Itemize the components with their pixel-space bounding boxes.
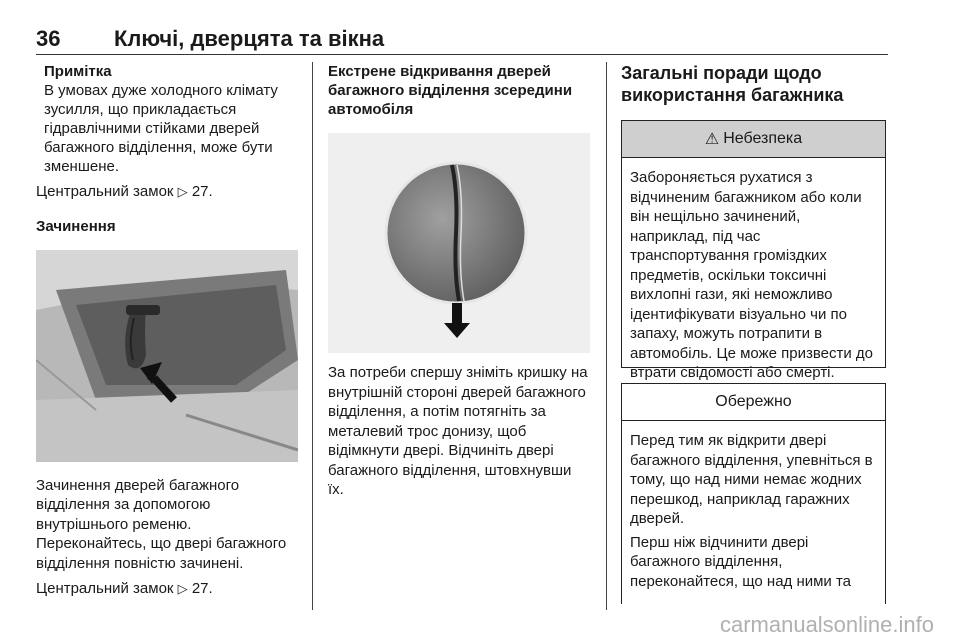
caution-box-body <box>622 421 885 603</box>
ref-arrow-icon: ▷ <box>177 185 188 200</box>
emergency-text: За потреби спершу зніміть кришку на внутрішній стороні дверей багажного відділення, а потім потягніть за металевий трос донизу, щоб відімкнути двері. Відчиніть двері багажного відділення, штовхнувши їх. <box>328 364 588 498</box>
danger-box-header <box>622 121 885 158</box>
column-1 <box>36 62 298 600</box>
watermark: carmanualsonline.info <box>719 612 934 637</box>
warning-triangle-icon: ⚠ <box>704 131 720 148</box>
column-divider <box>606 62 607 610</box>
danger-label: Небезпека <box>723 130 803 147</box>
note-title: Примітка <box>44 63 112 80</box>
column-3 <box>621 62 886 604</box>
closing-text-2: Переконайтесь, що двері багажного відділення повністю зачинені. <box>36 535 287 572</box>
ref-arrow-icon: ▷ <box>177 582 188 597</box>
page-ref-link[interactable]: 27. <box>191 580 213 597</box>
section-heading-emergency: Екстрене відкривання дверей багажного відділення зсередини автомобіля <box>328 63 573 118</box>
caution-box <box>621 383 886 604</box>
column-divider <box>312 62 313 610</box>
danger-text: Забороняється рухатися з відчиненим багажником або коли він нещільно зачинений, наприклад, під час транспортування громіздких предметів, оскільки токсичні вихлопні гази, які неможливо ідентифікувати візуально чи по запаху, можуть потрапити в автомобіль. Це може призвести до втрати свідомості або смерті. <box>630 169 874 381</box>
page-header <box>36 20 888 55</box>
central-lock-ref: Центральний замок ▷ 27. <box>36 183 213 200</box>
caution-text-2: Перш ніж відчинити двері багажного відділення, переконайтеся, що над ними та <box>630 533 852 590</box>
trunk-interior-image <box>36 250 298 462</box>
danger-box-body <box>622 158 885 395</box>
cover-illustration <box>328 133 590 353</box>
central-lock-ref-2: Центральний замок ▷ 27. <box>36 580 213 597</box>
caution-label: Обережно <box>715 393 792 410</box>
caution-box-header <box>622 384 885 421</box>
section-heading-general: Загальні поради щодо використання багажника <box>621 63 844 105</box>
column-2 <box>328 62 590 500</box>
page-ref-link[interactable]: 27. <box>191 183 213 200</box>
section-heading-closing: Зачинення <box>36 217 116 235</box>
page-number: 36 <box>36 26 61 51</box>
note-text: В умовах дуже холодного клімату зусилля, що прикладається гідравлічними стійками дверей багажного відділення, може бути зменшене. <box>44 82 278 175</box>
page-title: Ключі, дверцята та вікна <box>114 26 385 51</box>
caution-text-1: Перед тим як відкрити двері багажного відділення, упевніться в тому, що над ними немає жодних перешкод, наприклад гаражних дверей. <box>630 432 873 527</box>
closing-strap-illustration <box>36 250 298 462</box>
danger-box <box>621 120 886 381</box>
cover-removal-image <box>328 133 590 353</box>
closing-text-1: Зачинення дверей багажного відділення за допомогою внутрішнього ременю. <box>36 476 240 533</box>
